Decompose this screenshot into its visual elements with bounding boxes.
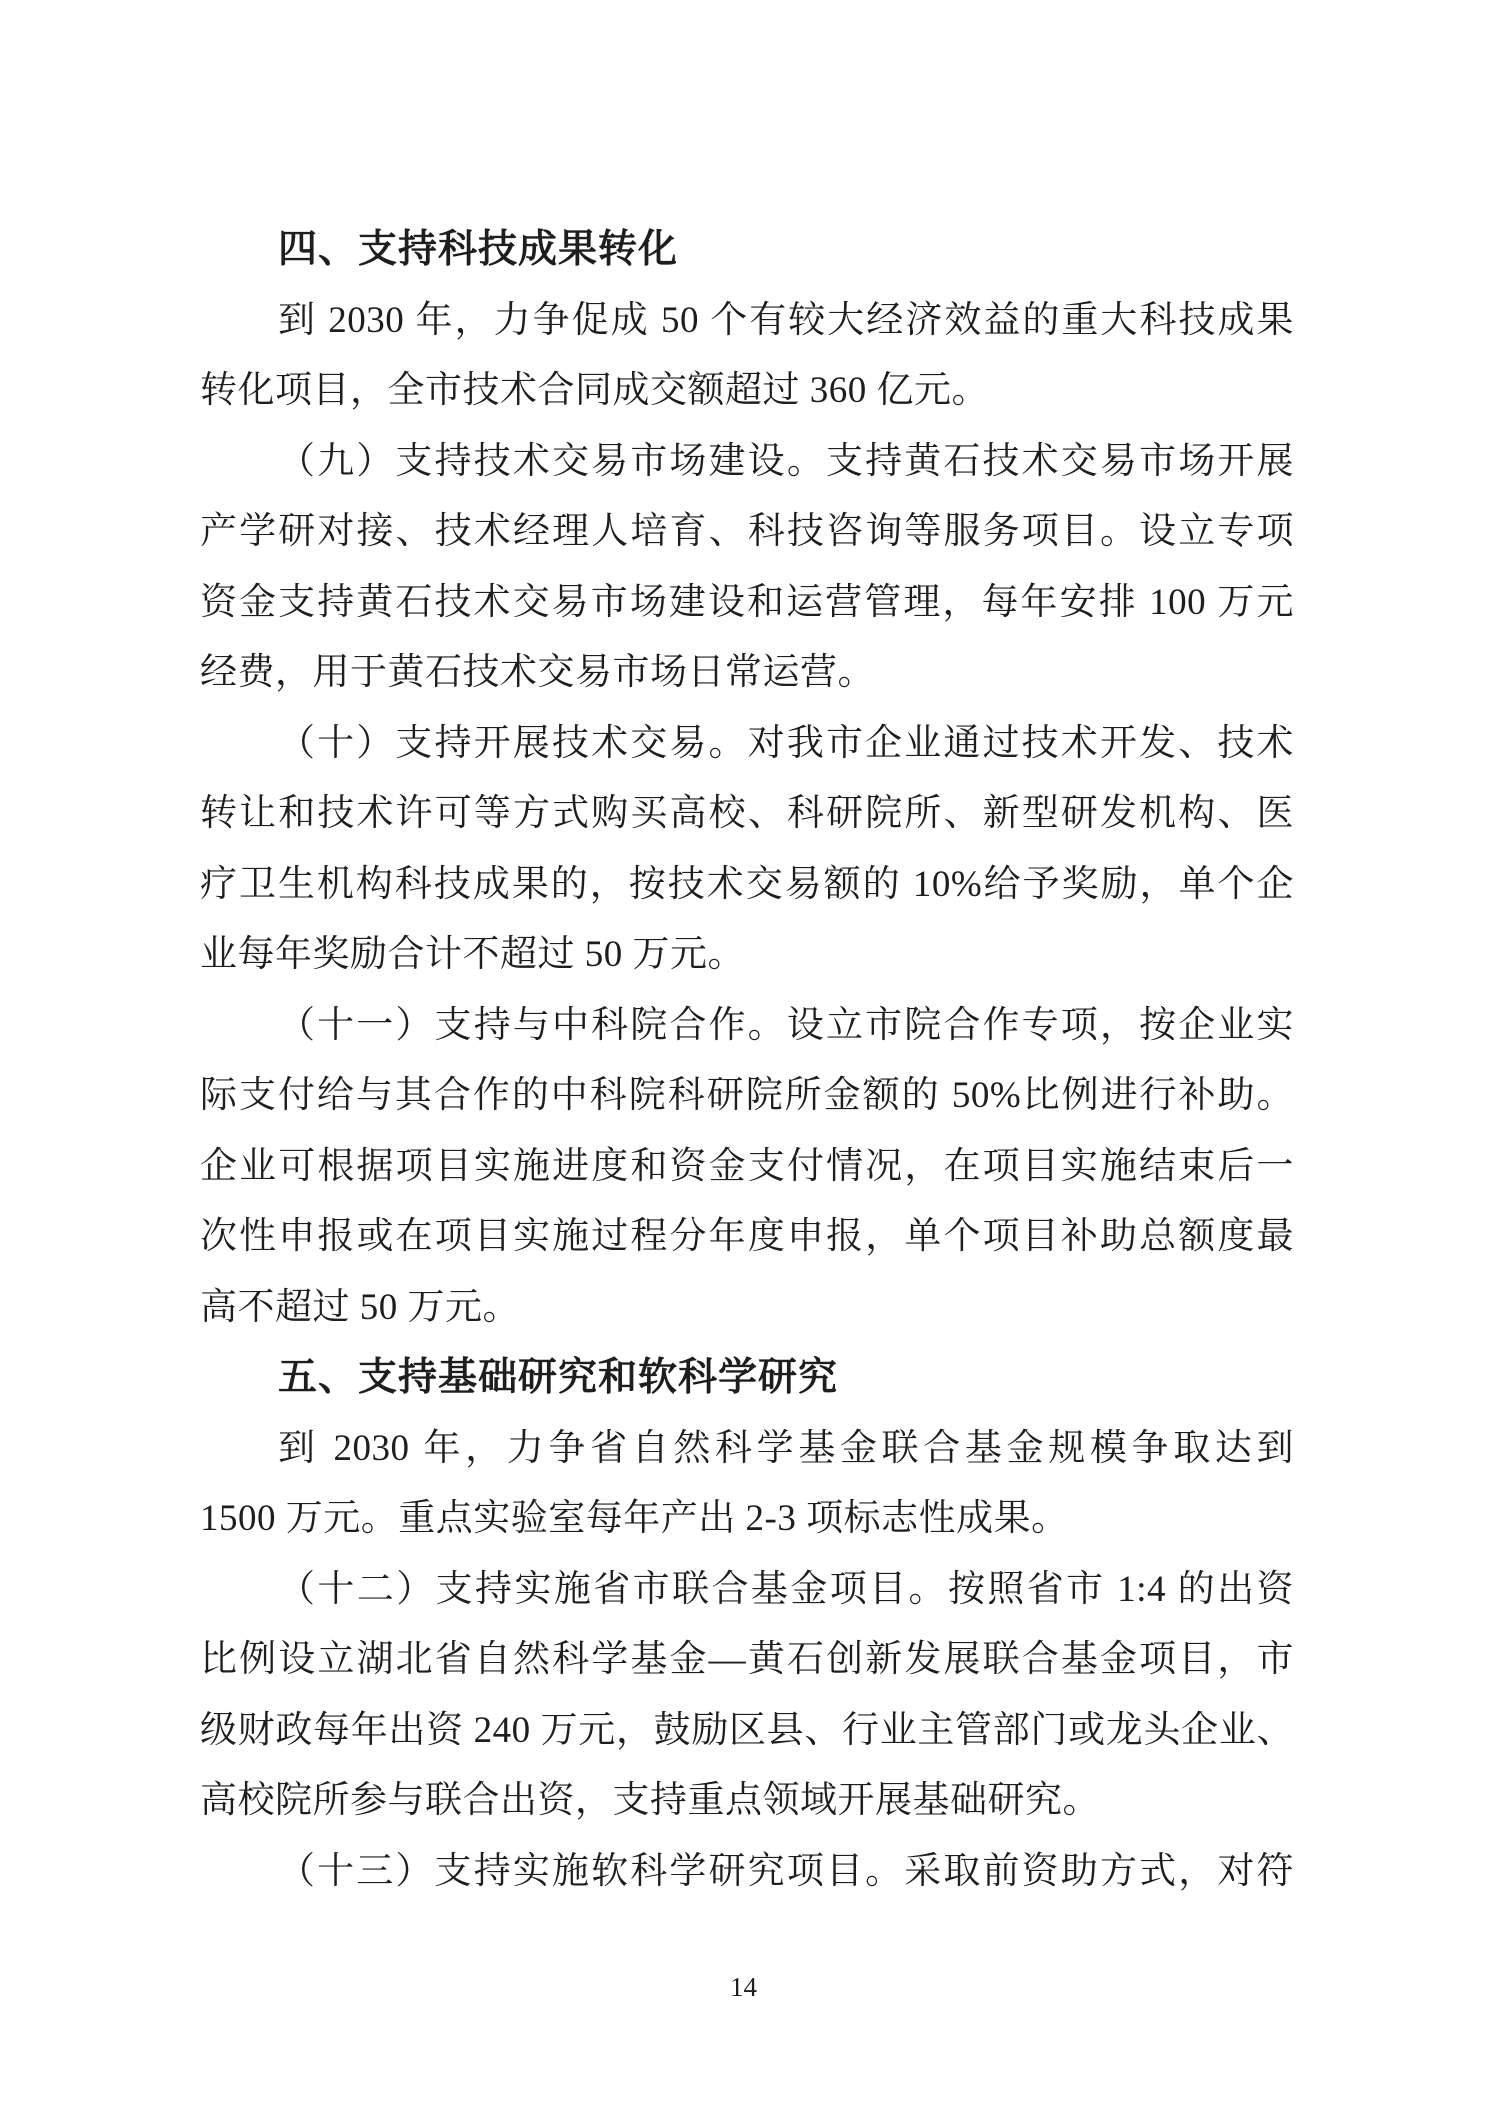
section-heading: 五、支持基础研究和软科学研究	[278, 1356, 839, 1399]
text-line: 际支付给与其合作的中科院科研院所金额的 50%比例进行补助。	[200, 1075, 1294, 1116]
text-line: 疗卫生机构科技成果的，按技术交易额的 10%给予奖励，单个企	[200, 863, 1294, 905]
text-line: 产学研对接、技术经理人培育、科技咨询等服务项目。设立专项	[200, 511, 1294, 552]
text-line: 级财政每年出资 240 万元，鼓励区县、行业主管部门或龙头企业、	[200, 1709, 1294, 1751]
text-line: 1500 万元。重点实验室每年产出 2-3 项标志性成果。	[200, 1498, 1069, 1539]
text-line: 经费，用于黄石技术交易市场日常运营。	[200, 652, 875, 693]
text-line: （十二）支持实施省市联合基金项目。按照省市 1:4 的出资	[278, 1568, 1294, 1610]
text-line: （十一）支持与中科院合作。设立市院合作专项，按企业实	[278, 1004, 1294, 1046]
text-line: 到 2030 年，力争促成 50 个有较大经济效益的重大科技成果	[278, 299, 1294, 341]
text-line: 资金支持黄石技术交易市场建设和运营管理，每年安排 100 万元	[200, 581, 1294, 623]
document-body	[200, 215, 1294, 1907]
text-line: 转化项目，全市技术合同成交额超过 360 亿元。	[200, 370, 989, 411]
text-line: 比例设立湖北省自然科学基金—黄石创新发展联合基金项目，市	[200, 1639, 1294, 1680]
text-line: 企业可根据项目实施进度和资金支付情况，在项目实施结束后一	[200, 1145, 1294, 1187]
text-line: 到 2030 年，力争省自然科学基金联合基金规模争取达到	[278, 1427, 1294, 1469]
text-line: 次性申报或在项目实施过程分年度申报，单个项目补助总额度最	[200, 1216, 1294, 1257]
text-line: （十）支持开展技术交易。对我市企业通过技术开发、技术	[278, 722, 1294, 764]
text-line: 转让和技术许可等方式购买高校、科研院所、新型研发机构、医	[200, 793, 1294, 834]
section-heading: 四、支持科技成果转化	[278, 228, 679, 271]
text-line: （九）支持技术交易市场建设。支持黄石技术交易市场开展	[278, 440, 1294, 482]
page-number: 14	[730, 1972, 757, 2002]
text-line: （十三）支持实施软科学研究项目。采取前资助方式，对符	[278, 1850, 1294, 1892]
text-line: 高校院所参与联合出资，支持重点领域开展基础研究。	[200, 1780, 1100, 1821]
text-line: 业每年奖励合计不超过 50 万元。	[200, 934, 745, 975]
text-line: 高不超过 50 万元。	[200, 1286, 520, 1328]
